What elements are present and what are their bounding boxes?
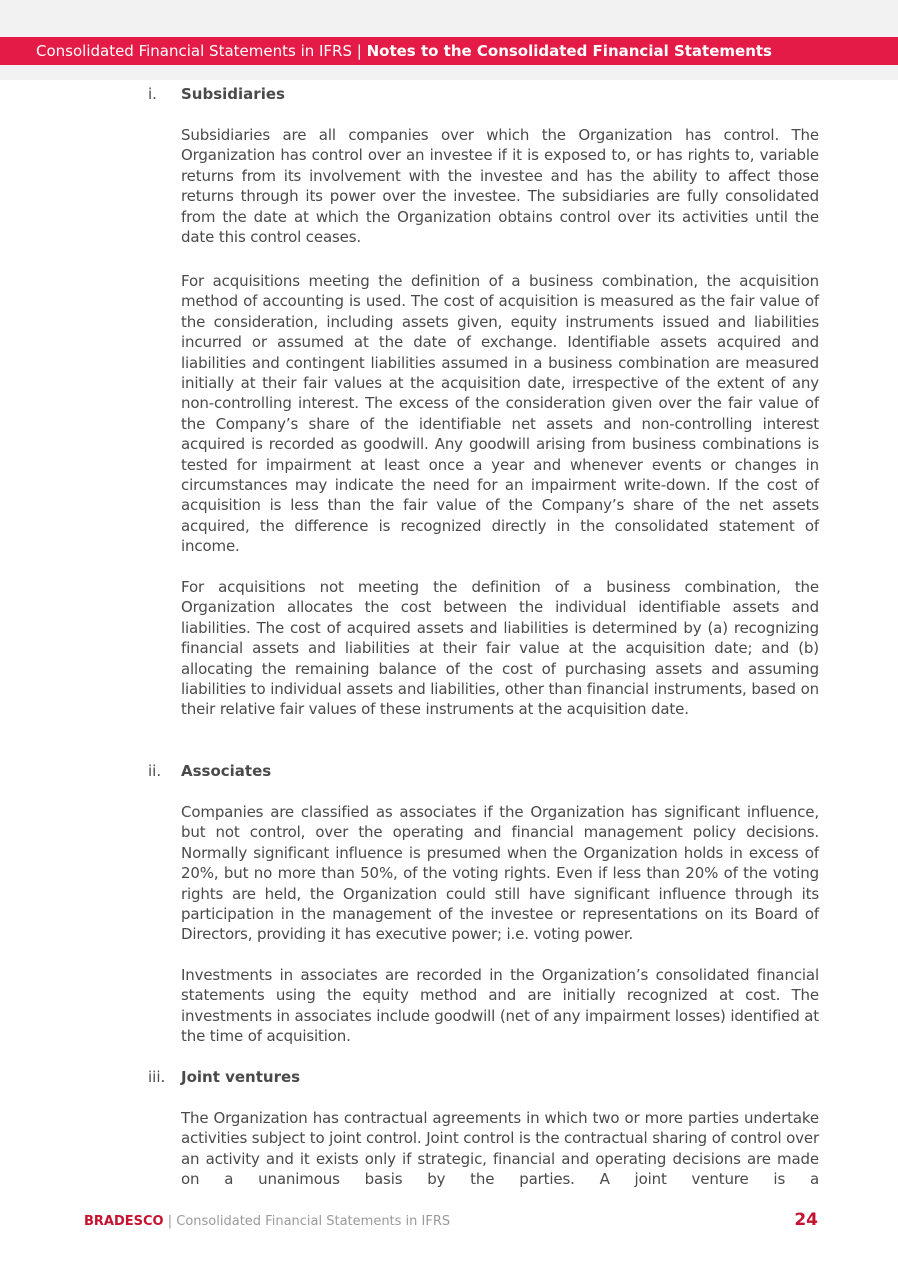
footer-brand: BRADESCO	[84, 1214, 164, 1229]
section-number: ii.	[148, 762, 162, 780]
header-under-band	[0, 65, 898, 80]
page-header	[0, 37, 898, 65]
paragraph: Investments in associates are recorded in the Organization’s consolidated financial statements using the equity method and are initially recognized at cost. The investments in associates include goodwill (net of any impairment losses) identified at the time of acquisition.	[181, 966, 819, 1046]
section-heading	[148, 761, 271, 781]
section-title: Joint ventures	[181, 1068, 301, 1086]
paragraph: The Organization has contractual agreements in which two or more parties undertake activities subject to joint control. Joint control is the contractual sharing of control over an activity and it exists only if strategic, financial and operating decisions are made on a unanimous basis by the parties. A joint venture is a	[181, 1109, 819, 1189]
paragraph: Companies are classified as associates if the Organization has significant influence, but not control, over the operating and financial management policy decisions. Normally significant influence is presumed when the Organization holds in excess of 20%, but no more than 50%, of the voting rights. Even if less than 20% of the voting rights are held, the Organization could still have significant influence through its participation in the management of the investee or representations on its Board of Directors, providing it has executive power; i.e. voting power.	[181, 803, 819, 944]
section-number: iii.	[148, 1068, 166, 1086]
top-band	[0, 0, 898, 37]
page-number: 24	[794, 1210, 818, 1230]
footer-separator: |	[163, 1214, 177, 1229]
header-title-regular: Consolidated Financial Statements in IFRS |	[36, 42, 367, 60]
page-footer	[84, 1213, 450, 1231]
section-heading	[148, 1067, 300, 1087]
footer-text: Consolidated Financial Statements in IFRS	[176, 1214, 451, 1229]
paragraph: Subsidiaries are all companies over which the Organization has control. The Organization has control over an investee if it is exposed to, or has rights to, variable returns from its involvement with the investee and has the ability to affect those returns through its power over the investee. The subsidiaries are fully consolidated from the date at which the Organization obtains control over its activities until the date this control ceases.	[181, 126, 819, 247]
paragraph: For acquisitions meeting the definition of a business combination, the acquisition method of accounting is used. The cost of acquisition is measured as the fair value of the consideration, including assets given, equity instruments issued and liabilities incurred or assumed at the date of exchange. Identifiable assets acquired and liabilities and contingent liabilities assumed in a business combination are measured initially at their fair values at the acquisition date, irrespective of the extent of any non-controlling interest. The excess of the consideration given over the fair value of the Company’s share of the identifiable net assets and non-controlling interest acquired is recorded as goodwill. Any goodwill arising from business combinations is tested for impairment at least once a year and whenever events or changes in circumstances may indicate the need for an impairment write-down. If the cost of acquisition is less than the fair value of the Company’s share of the net assets acquired, the difference is recognized directly in the consolidated statement of income.	[181, 272, 819, 556]
section-heading	[148, 84, 285, 104]
header-title-bold: Notes to the Consolidated Financial Statements	[366, 42, 772, 60]
section-title: Associates	[181, 762, 272, 780]
section-title: Subsidiaries	[181, 85, 285, 103]
paragraph: For acquisitions not meeting the definition of a business combination, the Organization allocates the cost between the individual identifiable assets and liabilities. The cost of acquired assets and liabilities is determined by (a) recognizing financial assets and liabilities at their fair value at the acquisition date; and (b) allocating the remaining balance of the cost of purchasing assets and assuming liabilities to individual assets and liabilities, other than financial instruments, based on their relative fair values of these instruments at the acquisition date.	[181, 578, 819, 719]
section-number: i.	[148, 85, 157, 103]
